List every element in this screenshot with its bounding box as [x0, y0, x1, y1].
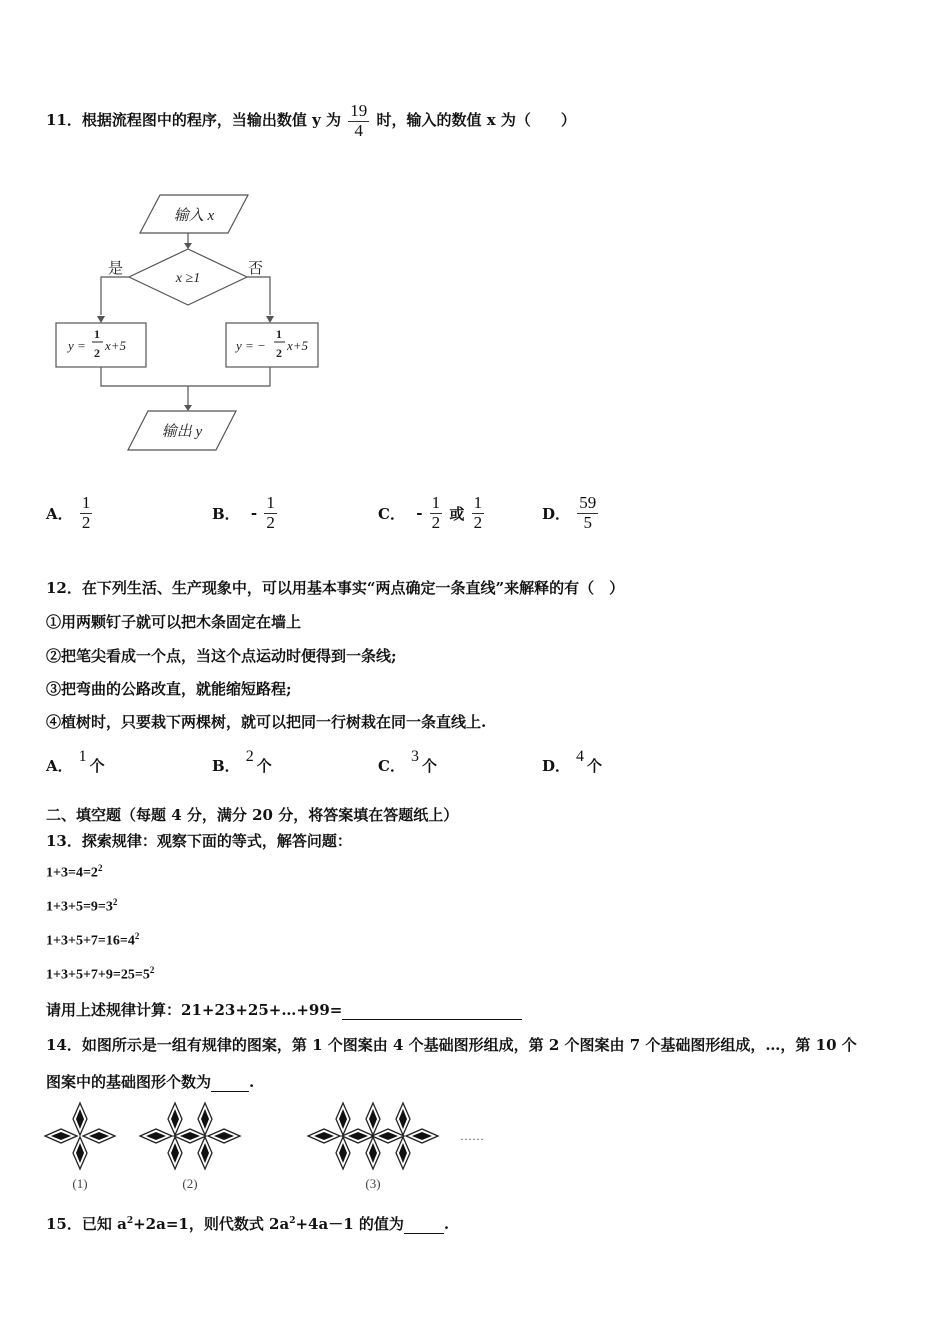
flowchart-right-suffix: x+5: [287, 338, 309, 353]
q12-option-a-label: A．: [46, 757, 73, 775]
q12-item-1: ①用两颗钉子就可以把木条固定在墙上: [46, 613, 302, 631]
q11-flowchart: [40, 185, 340, 460]
flowchart-output-text: 输出 y: [161, 424, 203, 440]
q12-option-b[interactable]: [212, 748, 272, 776]
q15-end: .: [443, 1215, 450, 1233]
q11-option-c-den1: 2: [431, 512, 441, 532]
q14-line-1: 14．如图所示是一组有规律的图案，第 1 个图案由 4 个基础图形组成，第 2 个图案由 7 个基础图形组成，…，第 10 个: [46, 1036, 857, 1054]
q12-option-d-label: D．: [542, 757, 571, 775]
q12-option-c-value: 3: [410, 748, 419, 765]
flowchart-yes-label: 是: [108, 261, 124, 277]
q12-option-c-label: C．: [378, 757, 405, 775]
q11-option-b-label: B．: [212, 504, 240, 523]
q11-option-d-fraction: [577, 494, 598, 532]
flowchart-right-num: 1: [276, 327, 282, 341]
q15-answer-blank[interactable]: [404, 1215, 444, 1234]
q13-eq3-exp: 2: [134, 931, 140, 941]
q15-text-a: 15．已知 a: [46, 1215, 127, 1233]
q13-equation-2: [46, 897, 117, 916]
flowchart-left-den: 2: [94, 346, 100, 360]
pattern-1: [45, 1103, 115, 1169]
q12-item-4: ④植树时，只要栽下两棵树，就可以把同一行树栽在同一条直线上.: [46, 713, 487, 731]
q13-eq4-lhs: 1+3+5+7+9=25=5: [46, 967, 150, 983]
flowchart-left-prefix: y =: [68, 338, 86, 353]
q11-y-num: 19: [350, 101, 368, 120]
q13-question-text: 请用上述规律计算：21+23+25+…+99=: [46, 1001, 343, 1019]
pattern-dots: ……: [460, 1129, 484, 1143]
q13-stem: 13．探索规律：观察下面的等式，解答问题：: [46, 832, 352, 850]
q12-option-b-value: 2: [245, 748, 254, 765]
q13-equation-1: [46, 863, 102, 882]
q11-option-d[interactable]: [542, 494, 600, 532]
q11-y-den: 4: [354, 120, 364, 140]
flowchart-condition-text: x ≥1: [175, 271, 201, 286]
q11-option-b-den: 2: [266, 512, 275, 532]
q14-line-2: [46, 1071, 254, 1092]
q12-item-2: ②把笔尖看成一个点，当这个点运动时便得到一条线;: [46, 647, 397, 665]
q11-option-c-sign: -: [416, 504, 423, 523]
q13-eq4-exp: 2: [149, 965, 155, 975]
pattern-caption-2: (2): [182, 1176, 198, 1191]
q11-option-b[interactable]: [212, 494, 279, 532]
q11-option-c-fraction-2: [472, 494, 485, 532]
q12-item-3: ③把弯曲的公路改直，就能缩短路程;: [46, 680, 292, 698]
q12-option-c[interactable]: [378, 748, 437, 776]
q11-option-d-den: 5: [583, 512, 592, 532]
pattern-3: [308, 1103, 438, 1169]
flowchart-no-label: 否: [248, 261, 264, 277]
q11-option-d-num: 59: [579, 493, 597, 512]
section-2-title: 二、填空题（每题 4 分，满分 20 分，将答案填在答题纸上）: [46, 806, 459, 824]
flowchart-left-num: 1: [94, 327, 100, 341]
q12-option-a[interactable]: [46, 748, 105, 776]
q12-option-d-value: 4: [576, 748, 585, 765]
q11-option-c-den2: 2: [473, 512, 483, 532]
q12-option-a-value: 1: [78, 748, 87, 765]
q13-eq2-lhs: 1+3+5=9=3: [46, 899, 113, 915]
q11-option-b-fraction: [264, 494, 277, 532]
q11-option-a-num: 1: [81, 493, 91, 512]
q11-option-a[interactable]: [46, 494, 94, 532]
q11-option-c-num1: 1: [431, 493, 441, 512]
q12-option-c-unit: 个: [421, 757, 437, 775]
q13-equation-4: [46, 965, 154, 984]
q11-option-c-num2: 1: [473, 493, 483, 512]
q11-option-a-fraction: [80, 494, 93, 532]
q13-eq1-exp: 2: [97, 863, 103, 873]
q12-option-b-unit: 个: [256, 757, 272, 775]
q13-eq3-lhs: 1+3+5+7=16=4: [46, 933, 135, 949]
q13-answer-blank[interactable]: [342, 1001, 522, 1020]
q13-equation-3: [46, 931, 139, 950]
q12-option-b-label: B．: [212, 757, 240, 775]
q15-text-c: +4a－1 的值为: [295, 1215, 404, 1233]
q11-stem-after: 时，输入的数值 x 为（ ）: [376, 111, 576, 130]
q11-option-c-label: C．: [378, 504, 405, 523]
q15-sup-2: 2: [289, 1216, 296, 1226]
q14-line-2-end: .: [249, 1073, 255, 1091]
q11-option-c-fraction-1: [430, 494, 443, 532]
q12-option-a-unit: 个: [89, 757, 105, 775]
pattern-caption-3: (3): [365, 1176, 381, 1191]
q12-option-d-unit: 个: [587, 757, 603, 775]
flowchart-right-den: 2: [276, 346, 282, 360]
q11-option-c-or: 或: [449, 504, 465, 523]
q12-stem: 12．在下列生活、生产现象中，可以用基本事实“两点确定一条直线”来解释的有（ ）: [46, 579, 625, 597]
q11-stem: [46, 102, 576, 140]
q11-stem-before: 11．根据流程图中的程序，当输出数值 y 为: [46, 111, 342, 130]
q11-option-b-num: 1: [266, 493, 275, 512]
q14-answer-blank[interactable]: [211, 1073, 249, 1092]
flowchart-input-text: 输入 x: [173, 208, 215, 224]
q11-option-d-label: D．: [542, 504, 571, 523]
q11-y-fraction: [348, 102, 369, 140]
q11-option-a-label: A．: [46, 504, 73, 523]
q13-eq2-exp: 2: [112, 897, 118, 907]
q15-text-b: +2a=1，则代数式 2a: [133, 1215, 290, 1233]
q11-option-a-den: 2: [81, 512, 91, 532]
flowchart-right-prefix: y = −: [236, 338, 266, 353]
q15-stem: [46, 1213, 449, 1234]
q11-option-c[interactable]: [378, 494, 486, 532]
flowchart-left-suffix: x+5: [105, 338, 127, 353]
q15-sup-1: 2: [126, 1216, 134, 1226]
q13-question: [46, 999, 522, 1020]
q11-option-b-sign: -: [250, 504, 258, 523]
q13-eq1-lhs: 1+3=4=2: [46, 865, 98, 881]
pattern-caption-1: (1): [72, 1176, 88, 1191]
q14-pattern-figure: [40, 1098, 490, 1194]
q14-line-2-text: 图案中的基础图形个数为: [46, 1073, 212, 1091]
pattern-2: [140, 1103, 240, 1169]
q12-option-d[interactable]: [542, 748, 603, 776]
